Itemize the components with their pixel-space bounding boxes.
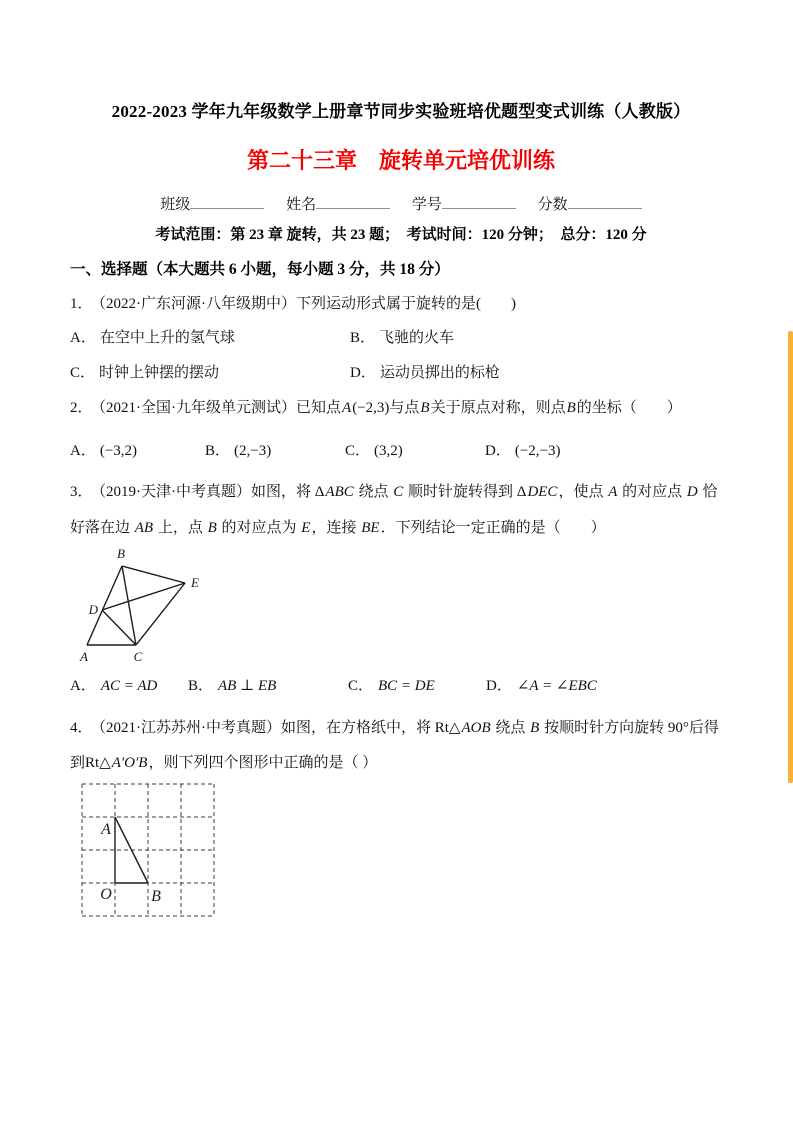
exam-scope-line: 考试范围：第 23 章 旋转，共 23 题； 考试时间：120 分钟； 总分：120 分 [155, 227, 647, 243]
point-label-b: B [117, 546, 125, 561]
question-3-option-a: A． AC = AD [70, 678, 158, 694]
point-label-a: A [101, 821, 111, 838]
class-field [160, 192, 264, 216]
question-2-options [70, 439, 732, 463]
question-3 [70, 474, 732, 546]
point-label-o: O [100, 886, 112, 903]
point-label-c: C [133, 649, 143, 664]
question-2-option-b: B． (2,−3) [205, 443, 272, 459]
question-3-option-b: B． AB ⊥ EB [188, 678, 277, 694]
student-info-line [70, 192, 732, 216]
class-label: 班级 [160, 197, 191, 213]
question-1-stem: （2022·广东河源·八年级期中）下列运动形式属于旋转的是( ) [98, 296, 516, 312]
question-1 [70, 294, 732, 315]
name-blank-underline [316, 192, 390, 209]
score-field [538, 192, 642, 216]
point-label-b: B [151, 888, 161, 905]
question-4-figure-grid-diagram [70, 775, 230, 927]
question-4-stem: （2021·江苏苏州·中考真题）如图，在方格纸中，将 Rt△AOB 绕点 B 按顺时针方向旋转 90°后得到Rt△A′O′B，则下列四个图形中正确的是（ ） [70, 720, 719, 771]
point-label-a: A [80, 649, 88, 664]
point-label-d: D [88, 602, 98, 617]
scroll-indicator[interactable] [788, 331, 793, 783]
question-3-options [70, 674, 732, 698]
point-label-e: E [191, 575, 199, 590]
question-2-option-c: C． (3,2) [345, 443, 403, 459]
question-3-stem: （2019·天津·中考真题）如图，将 ΔABC 绕点 C 顺时针旋转得到 ΔDEC，使点 A 的对应点 D 恰好落在边 AB 上，点 B 的对应点为 E，连接 BE．下列结论一定正确的是（ ） [70, 484, 718, 536]
section-heading: 一、选择题（本大题共 6 小题，每小题 3 分，共 18 分） [70, 261, 450, 278]
name-field [286, 192, 390, 216]
question-1-option-c: C． 时钟上钟摆的摆动 [70, 365, 220, 381]
question-2-option-d: D． (−2,−3) [485, 443, 561, 459]
class-blank-underline [190, 192, 264, 209]
question-1-option-d: D． 运动员掷出的标枪 [350, 365, 500, 381]
question-4 [70, 711, 732, 781]
question-2-number: 2． [70, 400, 93, 416]
question-1-number: 1． [70, 296, 93, 312]
student-id-label: 学号 [411, 197, 442, 213]
question-2-option-a: A． (−3,2) [70, 443, 138, 459]
question-1-option-a: A． 在空中上升的氢气球 [70, 330, 235, 346]
question-2-stem: （2021·全国·九年级单元测试）已知点A(−2,3)与点B关于原点对称，则点B的坐标（ ） [98, 400, 682, 416]
name-label: 姓名 [286, 197, 317, 213]
page-title: 2022-2023 学年九年级数学上册章节同步实验班培优题型变式训练（人教版） [111, 102, 691, 121]
score-blank-underline [568, 192, 642, 209]
student-id-field [412, 192, 516, 216]
question-3-figure-triangle-diagram [72, 542, 222, 668]
question-3-option-d: D． ∠A = ∠EBC [486, 678, 597, 694]
question-2 [70, 396, 732, 421]
question-4-number: 4． [70, 720, 93, 736]
question-3-option-c: C． BC = DE [348, 678, 435, 694]
page-content [70, 0, 732, 927]
question-1-option-b: B． 飞驰的火车 [350, 330, 455, 346]
chapter-title: 第二十三章 旋转单元培优训练 [246, 148, 555, 173]
question-1-options [70, 328, 732, 384]
student-id-blank-underline [442, 192, 516, 209]
score-label: 分数 [537, 197, 568, 213]
question-3-number: 3． [70, 484, 93, 500]
